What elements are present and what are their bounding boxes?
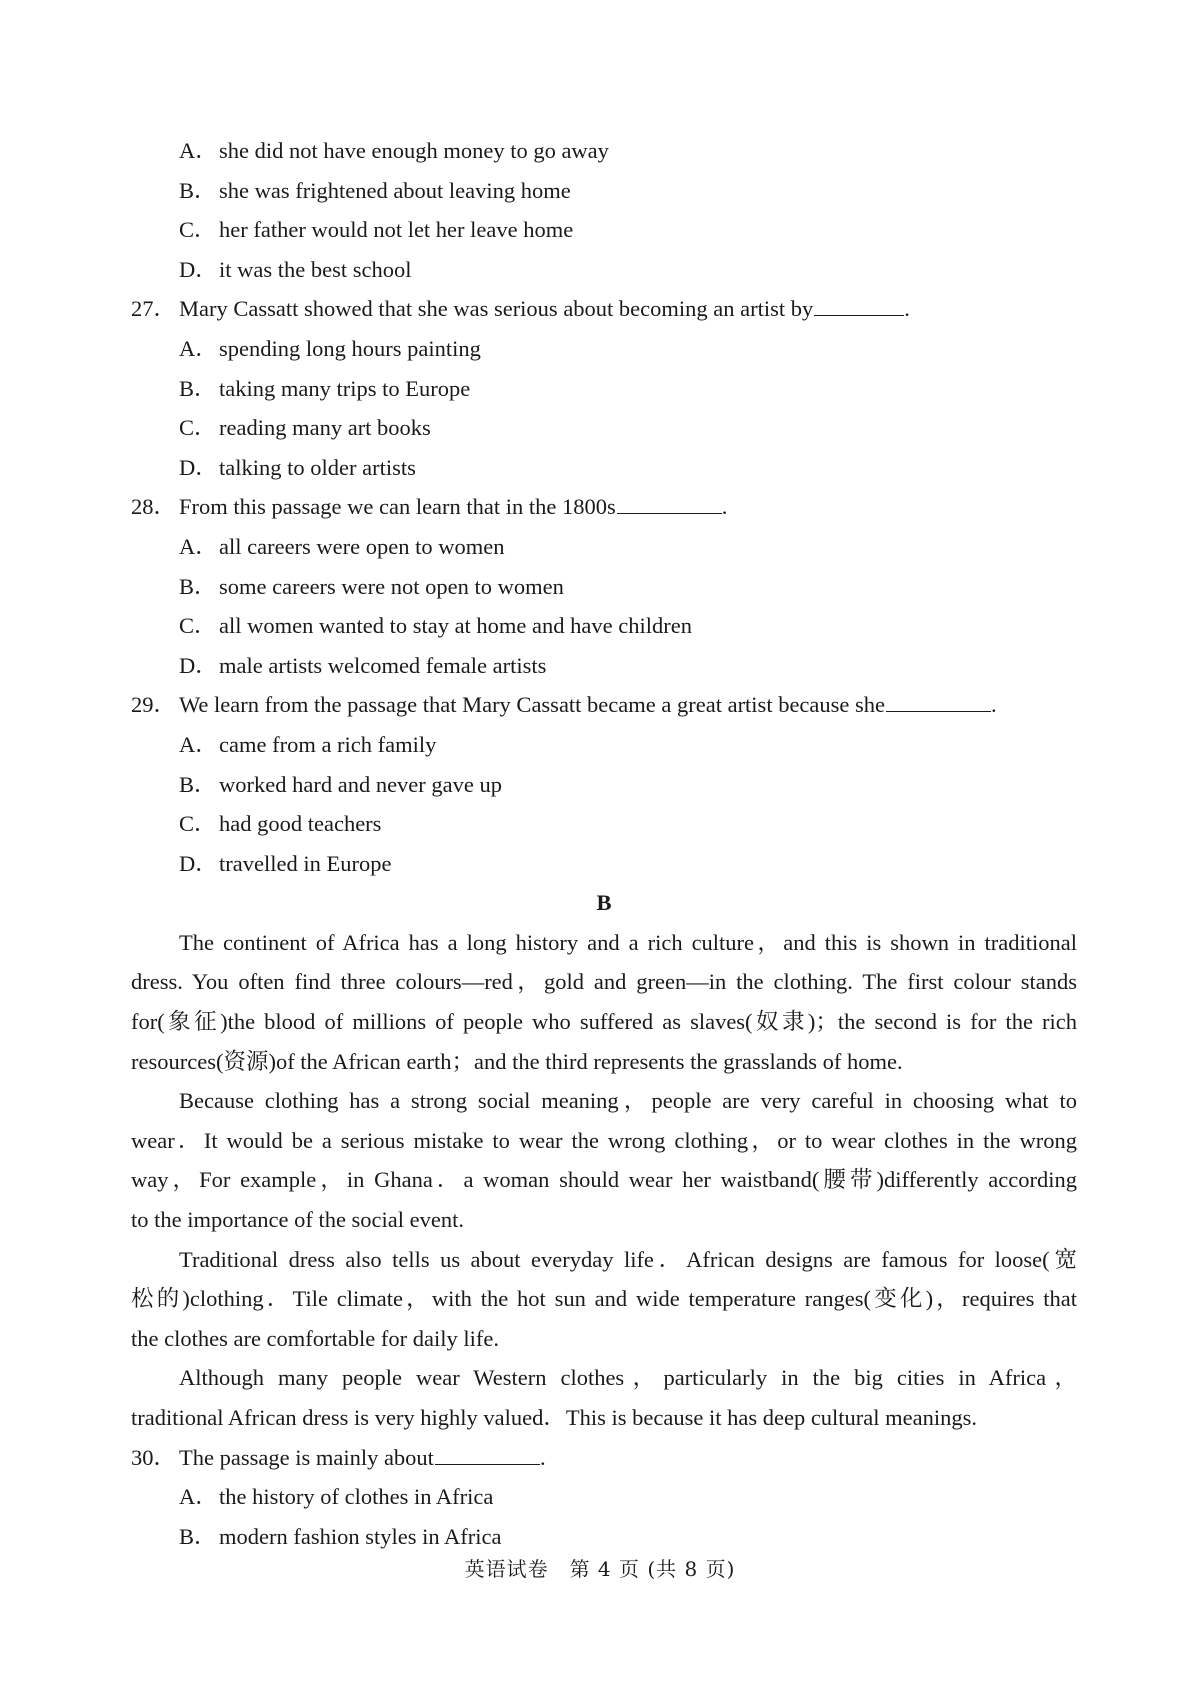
question-27 xyxy=(131,289,1077,329)
option-letter: B． xyxy=(179,771,217,797)
question-stem xyxy=(179,289,910,329)
question-stem-end: . xyxy=(904,296,910,322)
option-letter: C． xyxy=(179,217,217,243)
option-text: taking many trips to Europe xyxy=(219,375,471,401)
question-29 xyxy=(131,685,1077,725)
option-letter: A． xyxy=(179,138,218,163)
question-number: 29． xyxy=(131,692,177,718)
option-28b xyxy=(131,567,1077,607)
paragraph-line: resources(资源)of the African earth；and the third represents the grasslands of home. xyxy=(131,1048,903,1074)
option-text: talking to older artists xyxy=(219,454,416,480)
option-29d xyxy=(131,844,1077,884)
question-number: 27． xyxy=(131,296,177,322)
option-letter: D． xyxy=(179,652,218,678)
question-stem xyxy=(179,1438,546,1478)
paragraph-line xyxy=(131,1358,1077,1398)
option-text: all careers were open to women xyxy=(219,533,505,559)
paragraph-line: for(象征)the blood of millions of people who suffered as slaves(奴隶)；the second is for the rich xyxy=(131,1009,1077,1035)
option-letter: A． xyxy=(179,731,218,757)
option-text: she did not have enough money to go away xyxy=(219,138,609,163)
question-stem-text: Mary Cassatt showed that she was serious about becoming an artist by xyxy=(179,296,814,322)
option-26a xyxy=(131,131,1077,171)
option-27a xyxy=(131,329,1077,369)
paragraph-line: the clothes are comfortable for daily life. xyxy=(131,1325,499,1351)
page-content xyxy=(131,131,1077,1556)
option-text: travelled in Europe xyxy=(219,850,392,876)
passage-paragraph-2 xyxy=(131,1081,1077,1239)
option-text: her father would not let her leave home xyxy=(219,217,574,243)
question-stem-text: The passage is mainly about xyxy=(179,1444,434,1470)
option-text: spending long hours painting xyxy=(219,335,481,361)
option-letter: A． xyxy=(179,533,218,559)
paragraph-line: dress. You often find three colours—red，gold and green—in the clothing. The first colour stands xyxy=(131,969,1077,995)
option-30a xyxy=(131,1477,1077,1517)
option-letter: B． xyxy=(179,573,217,599)
option-text: male artists welcomed female artists xyxy=(219,652,547,678)
option-text: she was frightened about leaving home xyxy=(219,177,571,203)
option-letter: D． xyxy=(179,256,218,282)
option-27b xyxy=(131,369,1077,409)
option-letter: B． xyxy=(179,375,217,401)
passage-paragraph-1 xyxy=(131,923,1077,1081)
paragraph-line xyxy=(131,1081,1077,1121)
option-text: reading many art books xyxy=(219,415,431,441)
paragraph-line: wear．It would be a serious mistake to wear the wrong clothing，or to wear clothes in the wrong xyxy=(131,1127,1077,1153)
section-b-heading: B xyxy=(596,890,612,916)
option-text: had good teachers xyxy=(219,811,382,837)
option-letter: B． xyxy=(179,177,217,203)
question-stem-text: From this passage we can learn that in the 1800s xyxy=(179,494,616,520)
option-text: it was the best school xyxy=(219,256,412,282)
option-26b xyxy=(131,171,1077,211)
option-28c xyxy=(131,606,1077,646)
option-30b xyxy=(131,1517,1077,1557)
answer-blank xyxy=(435,1440,540,1465)
option-28d xyxy=(131,646,1077,686)
option-text: some careers were not open to women xyxy=(219,573,564,599)
option-letter: C． xyxy=(179,811,217,837)
paragraph-line: way，For example，in Ghana．a woman should wear her waistband(腰带)differently according xyxy=(131,1167,1077,1193)
question-number: 30． xyxy=(131,1444,177,1470)
option-27d xyxy=(131,448,1077,488)
question-stem-end: . xyxy=(991,692,997,718)
option-letter: A． xyxy=(179,1484,218,1510)
option-27c xyxy=(131,408,1077,448)
paragraph-line xyxy=(131,1240,1077,1280)
option-29c xyxy=(131,804,1077,844)
option-29b xyxy=(131,765,1077,805)
answer-blank xyxy=(886,687,991,712)
paragraph-text: Because clothing has a strong social meaning，people are very careful in choosing what to xyxy=(179,1088,1077,1114)
option-text: the history of clothes in Africa xyxy=(219,1484,494,1510)
question-30 xyxy=(131,1438,1077,1478)
question-stem xyxy=(179,487,727,527)
paragraph-text: Traditional dress also tells us about everyday life．African designs are famous for loose(宽 xyxy=(179,1246,1077,1272)
question-number: 28． xyxy=(131,494,177,520)
option-text: modern fashion styles in Africa xyxy=(219,1523,502,1549)
paragraph-text: The continent of Africa has a long history and a rich culture，and this is shown in traditional xyxy=(179,929,1077,955)
option-26c xyxy=(131,210,1077,250)
option-28a xyxy=(131,527,1077,567)
answer-blank xyxy=(617,489,722,514)
option-letter: C． xyxy=(179,613,217,639)
question-stem-end: . xyxy=(721,494,728,520)
question-stem-text: We learn from the passage that Mary Cassatt became a great artist because she xyxy=(179,692,886,718)
paragraph-line xyxy=(131,923,1077,963)
option-text: all women wanted to stay at home and have children xyxy=(219,613,692,639)
option-letter: B． xyxy=(179,1523,217,1549)
option-letter: A． xyxy=(179,335,218,361)
option-letter: C． xyxy=(179,415,217,441)
answer-blank xyxy=(814,291,904,316)
page-footer: 英语试卷 第 4 页 (共 8 页) xyxy=(464,1557,736,1581)
option-text: worked hard and never gave up xyxy=(219,771,503,797)
passage-paragraph-3 xyxy=(131,1240,1077,1359)
paragraph-text: Although many people wear Western clothes，particularly in the big cities in Africa， xyxy=(179,1365,1077,1391)
paragraph-line: traditional African dress is very highly valued．This is because it has deep cultural meanings. xyxy=(131,1405,978,1430)
option-26d xyxy=(131,250,1077,290)
question-stem xyxy=(179,685,997,725)
option-letter: D． xyxy=(179,850,218,876)
paragraph-line: to the importance of the social event. xyxy=(131,1207,465,1233)
paragraph-line: 松的)clothing．Tile climate，with the hot sun and wide temperature ranges(变化)，requires that xyxy=(131,1286,1077,1312)
question-stem-end: . xyxy=(539,1444,546,1470)
option-letter: D． xyxy=(179,454,218,480)
passage-paragraph-4 xyxy=(131,1358,1077,1437)
option-29a xyxy=(131,725,1077,765)
option-text: came from a rich family xyxy=(219,731,437,757)
question-28 xyxy=(131,487,1077,527)
